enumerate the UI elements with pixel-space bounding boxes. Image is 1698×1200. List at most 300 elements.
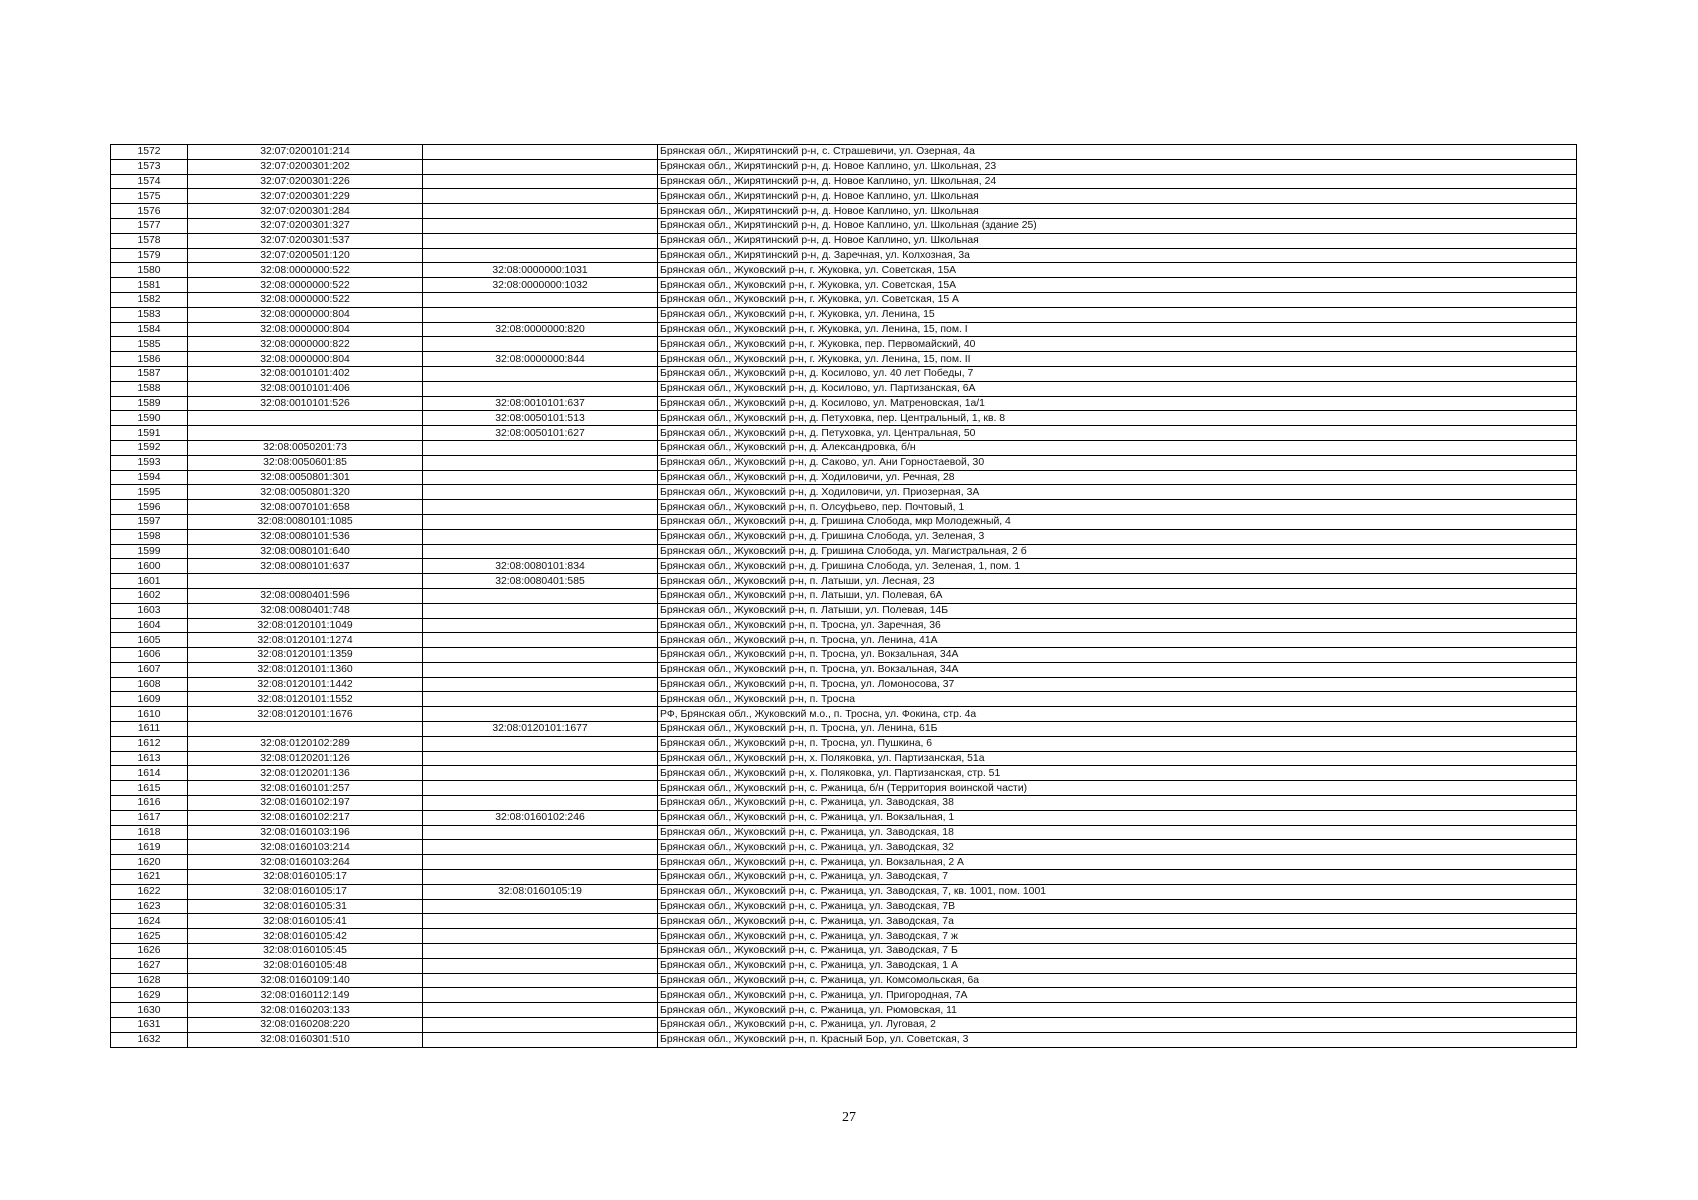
table-row: [111, 559, 1577, 574]
building-cadastral-number-cell: 32:08:0050101:513: [423, 411, 658, 426]
table-row: [111, 722, 1577, 737]
building-cadastral-number-cell: [423, 366, 658, 381]
land-cadastral-number-cell: 32:08:0000000:522: [188, 292, 423, 307]
building-cadastral-number-cell: [423, 707, 658, 722]
row-number-cell: 1625: [111, 929, 188, 944]
building-cadastral-number-cell: [423, 781, 658, 796]
address-cell: Брянская обл., Жуковский р-н, п. Латыши, ул. Полевая, 6А: [658, 588, 1577, 603]
building-cadastral-number-cell: 32:08:0000000:1032: [423, 278, 658, 293]
building-cadastral-number-cell: [423, 514, 658, 529]
building-cadastral-number-cell: [423, 204, 658, 219]
building-cadastral-number-cell: 32:08:0000000:1031: [423, 263, 658, 278]
address-cell: Брянская обл., Жирятинский р-н, д. Новое Каплино, ул. Школьная (здание 25): [658, 218, 1577, 233]
building-cadastral-number-cell: [423, 307, 658, 322]
table-row: [111, 736, 1577, 751]
address-cell: Брянская обл., Жирятинский р-н, с. Страшевичи, ул. Озерная, 4а: [658, 145, 1577, 160]
land-cadastral-number-cell: 32:08:0160301:510: [188, 1032, 423, 1047]
address-cell: Брянская обл., Жирятинский р-н, д. Новое Каплино, ул. Школьная: [658, 233, 1577, 248]
row-number-cell: 1622: [111, 884, 188, 899]
table-row: [111, 958, 1577, 973]
land-cadastral-number-cell: 32:08:0010101:402: [188, 366, 423, 381]
row-number-cell: 1585: [111, 337, 188, 352]
table-row: [111, 544, 1577, 559]
building-cadastral-number-cell: [423, 159, 658, 174]
building-cadastral-number-cell: [423, 929, 658, 944]
address-cell: Брянская обл., Жуковский р-н, д. Александровка, б/н: [658, 440, 1577, 455]
row-number-cell: 1627: [111, 958, 188, 973]
table-row: [111, 751, 1577, 766]
address-cell: Брянская обл., Жирятинский р-н, д. Новое Каплино, ул. Школьная: [658, 204, 1577, 219]
table-body: [111, 145, 1577, 1048]
land-cadastral-number-cell: 32:08:0120101:1676: [188, 707, 423, 722]
row-number-cell: 1607: [111, 662, 188, 677]
land-cadastral-number-cell: 32:08:0160112:149: [188, 988, 423, 1003]
table-row: [111, 174, 1577, 189]
row-number-cell: 1617: [111, 810, 188, 825]
table-row: [111, 914, 1577, 929]
row-number-cell: 1623: [111, 899, 188, 914]
table-row: [111, 204, 1577, 219]
land-cadastral-number-cell: 32:08:0160103:264: [188, 855, 423, 870]
table-row: [111, 307, 1577, 322]
address-cell: Брянская обл., Жуковский р-н, с. Ржаница, ул. Заводская, 7, кв. 1001, пом. 1001: [658, 884, 1577, 899]
row-number-cell: 1591: [111, 426, 188, 441]
table-row: [111, 603, 1577, 618]
land-cadastral-number-cell: [188, 574, 423, 589]
table-row: [111, 381, 1577, 396]
land-cadastral-number-cell: 32:08:0050201:73: [188, 440, 423, 455]
row-number-cell: 1602: [111, 588, 188, 603]
land-cadastral-number-cell: 32:08:0080401:596: [188, 588, 423, 603]
land-cadastral-number-cell: 32:07:0200301:229: [188, 189, 423, 204]
land-cadastral-number-cell: 32:08:0160105:17: [188, 884, 423, 899]
registry-table-container: [110, 144, 1577, 1048]
row-number-cell: 1598: [111, 529, 188, 544]
land-cadastral-number-cell: 32:08:0160105:31: [188, 899, 423, 914]
land-cadastral-number-cell: 32:08:0120101:1442: [188, 677, 423, 692]
address-cell: Брянская обл., Жуковский р-н, с. Ржаница, ул. Заводская, 1 А: [658, 958, 1577, 973]
row-number-cell: 1595: [111, 485, 188, 500]
row-number-cell: 1576: [111, 204, 188, 219]
building-cadastral-number-cell: [423, 500, 658, 515]
row-number-cell: 1584: [111, 322, 188, 337]
land-cadastral-number-cell: 32:08:0160103:214: [188, 840, 423, 855]
table-row: [111, 633, 1577, 648]
table-row: [111, 440, 1577, 455]
table-row: [111, 500, 1577, 515]
row-number-cell: 1629: [111, 988, 188, 1003]
row-number-cell: 1626: [111, 944, 188, 959]
table-row: [111, 810, 1577, 825]
table-row: [111, 411, 1577, 426]
address-cell: Брянская обл., Жуковский р-н, д. Петуховка, ул. Центральная, 50: [658, 426, 1577, 441]
building-cadastral-number-cell: [423, 189, 658, 204]
building-cadastral-number-cell: [423, 692, 658, 707]
address-cell: Брянская обл., Жуковский р-н, п. Латыши, ул. Лесная, 23: [658, 574, 1577, 589]
land-cadastral-number-cell: 32:08:0050801:320: [188, 485, 423, 500]
row-number-cell: 1612: [111, 736, 188, 751]
table-row: [111, 396, 1577, 411]
building-cadastral-number-cell: [423, 855, 658, 870]
address-cell: Брянская обл., Жуковский р-н, п. Тросна, ул. Вокзальная, 34А: [658, 662, 1577, 677]
address-cell: Брянская обл., Жуковский р-н, п. Тросна, ул. Ломоносова, 37: [658, 677, 1577, 692]
building-cadastral-number-cell: 32:08:0080401:585: [423, 574, 658, 589]
building-cadastral-number-cell: [423, 870, 658, 885]
building-cadastral-number-cell: [423, 988, 658, 1003]
land-cadastral-number-cell: [188, 722, 423, 737]
table-row: [111, 514, 1577, 529]
land-cadastral-number-cell: 32:07:0200501:120: [188, 248, 423, 263]
address-cell: Брянская обл., Жуковский р-н, с. Ржаница, ул. Заводская, 7 ж: [658, 929, 1577, 944]
building-cadastral-number-cell: [423, 840, 658, 855]
land-cadastral-number-cell: 32:08:0160208:220: [188, 1018, 423, 1033]
table-row: [111, 322, 1577, 337]
address-cell: Брянская обл., Жуковский р-н, д. Гришина Слобода, ул. Зеленая, 3: [658, 529, 1577, 544]
building-cadastral-number-cell: [423, 677, 658, 692]
address-cell: Брянская обл., Жуковский р-н, д. Ходиловичи, ул. Приозерная, 3А: [658, 485, 1577, 500]
row-number-cell: 1621: [111, 870, 188, 885]
land-cadastral-number-cell: 32:07:0200101:214: [188, 145, 423, 160]
table-row: [111, 988, 1577, 1003]
land-cadastral-number-cell: 32:08:0080401:748: [188, 603, 423, 618]
address-cell: Брянская обл., Жуковский р-н, д. Гришина Слобода, ул. Магистральная, 2 б: [658, 544, 1577, 559]
table-row: [111, 337, 1577, 352]
row-number-cell: 1610: [111, 707, 188, 722]
row-number-cell: 1619: [111, 840, 188, 855]
address-cell: Брянская обл., Жуковский р-н, г. Жуковка, ул. Ленина, 15, пом. I: [658, 322, 1577, 337]
address-cell: Брянская обл., Жуковский р-н, п. Тросна, ул. Пушкина, 6: [658, 736, 1577, 751]
address-cell: Брянская обл., Жуковский р-н, д. Саково, ул. Ани Горностаевой, 30: [658, 455, 1577, 470]
land-cadastral-number-cell: 32:08:0000000:804: [188, 352, 423, 367]
building-cadastral-number-cell: [423, 751, 658, 766]
land-cadastral-number-cell: 32:08:0120101:1552: [188, 692, 423, 707]
address-cell: Брянская обл., Жуковский р-н, п. Олсуфьево, пер. Почтовый, 1: [658, 500, 1577, 515]
building-cadastral-number-cell: [423, 899, 658, 914]
row-number-cell: 1611: [111, 722, 188, 737]
address-cell: Брянская обл., Жуковский р-н, с. Ржаница, ул. Вокзальная, 2 А: [658, 855, 1577, 870]
address-cell: Брянская обл., Жуковский р-н, г. Жуковка, ул. Советская, 15 А: [658, 292, 1577, 307]
table-row: [111, 884, 1577, 899]
building-cadastral-number-cell: [423, 1018, 658, 1033]
land-cadastral-number-cell: 32:08:0160105:48: [188, 958, 423, 973]
table-row: [111, 426, 1577, 441]
land-cadastral-number-cell: 32:08:0160109:140: [188, 973, 423, 988]
land-cadastral-number-cell: 32:08:0080101:640: [188, 544, 423, 559]
land-cadastral-number-cell: 32:08:0050601:85: [188, 455, 423, 470]
address-cell: Брянская обл., Жуковский р-н, д. Гришина Слобода, мкр Молодежный, 4: [658, 514, 1577, 529]
table-row: [111, 159, 1577, 174]
land-cadastral-number-cell: 32:08:0010101:526: [188, 396, 423, 411]
building-cadastral-number-cell: [423, 736, 658, 751]
land-cadastral-number-cell: 32:08:0070101:658: [188, 500, 423, 515]
row-number-cell: 1603: [111, 603, 188, 618]
address-cell: Брянская обл., Жуковский р-н, с. Ржаница, ул. Луговая, 2: [658, 1018, 1577, 1033]
registry-table: [110, 144, 1577, 1048]
table-row: [111, 1032, 1577, 1047]
land-cadastral-number-cell: 32:08:0000000:804: [188, 307, 423, 322]
address-cell: Брянская обл., Жуковский р-н, п. Тросна, ул. Заречная, 36: [658, 618, 1577, 633]
row-number-cell: 1605: [111, 633, 188, 648]
address-cell: Брянская обл., Жуковский р-н, с. Ржаница, ул. Комсомольская, 6а: [658, 973, 1577, 988]
building-cadastral-number-cell: 32:08:0000000:844: [423, 352, 658, 367]
table-row: [111, 707, 1577, 722]
land-cadastral-number-cell: 32:08:0000000:522: [188, 263, 423, 278]
building-cadastral-number-cell: [423, 1003, 658, 1018]
row-number-cell: 1615: [111, 781, 188, 796]
table-row: [111, 218, 1577, 233]
address-cell: Брянская обл., Жуковский р-н, п. Латыши, ул. Полевая, 14Б: [658, 603, 1577, 618]
address-cell: Брянская обл., Жуковский р-н, с. Ржаница, ул. Заводская, 7а: [658, 914, 1577, 929]
address-cell: Брянская обл., Жуковский р-н, с. Ржаница, ул. Вокзальная, 1: [658, 810, 1577, 825]
row-number-cell: 1582: [111, 292, 188, 307]
row-number-cell: 1599: [111, 544, 188, 559]
land-cadastral-number-cell: 32:07:0200301:226: [188, 174, 423, 189]
address-cell: Брянская обл., Жуковский р-н, п. Тросна, ул. Вокзальная, 34А: [658, 648, 1577, 663]
row-number-cell: 1574: [111, 174, 188, 189]
row-number-cell: 1579: [111, 248, 188, 263]
land-cadastral-number-cell: [188, 426, 423, 441]
building-cadastral-number-cell: [423, 1032, 658, 1047]
table-row: [111, 870, 1577, 885]
address-cell: Брянская обл., Жуковский р-н, п. Тросна, ул. Ленина, 61Б: [658, 722, 1577, 737]
table-row: [111, 692, 1577, 707]
land-cadastral-number-cell: 32:07:0200301:202: [188, 159, 423, 174]
row-number-cell: 1608: [111, 677, 188, 692]
building-cadastral-number-cell: [423, 248, 658, 263]
table-row: [111, 1018, 1577, 1033]
building-cadastral-number-cell: [423, 233, 658, 248]
address-cell: Брянская обл., Жуковский р-н, с. Ржаница, ул. Заводская, 18: [658, 825, 1577, 840]
land-cadastral-number-cell: 32:07:0200301:537: [188, 233, 423, 248]
table-row: [111, 278, 1577, 293]
land-cadastral-number-cell: 32:08:0160105:41: [188, 914, 423, 929]
address-cell: РФ, Брянская обл., Жуковский м.о., п. Тросна, ул. Фокина, стр. 4а: [658, 707, 1577, 722]
table-row: [111, 470, 1577, 485]
row-number-cell: 1632: [111, 1032, 188, 1047]
row-number-cell: 1630: [111, 1003, 188, 1018]
land-cadastral-number-cell: [188, 411, 423, 426]
table-row: [111, 248, 1577, 263]
address-cell: Брянская обл., Жуковский р-н, с. Ржаница, ул. Заводская, 38: [658, 796, 1577, 811]
land-cadastral-number-cell: 32:08:0120101:1274: [188, 633, 423, 648]
building-cadastral-number-cell: [423, 648, 658, 663]
address-cell: Брянская обл., Жуковский р-н, д. Петуховка, пер. Центральный, 1, кв. 8: [658, 411, 1577, 426]
land-cadastral-number-cell: 32:08:0160105:17: [188, 870, 423, 885]
row-number-cell: 1631: [111, 1018, 188, 1033]
land-cadastral-number-cell: 32:08:0160102:217: [188, 810, 423, 825]
row-number-cell: 1606: [111, 648, 188, 663]
address-cell: Брянская обл., Жуковский р-н, д. Косилово, ул. Матреновская, 1а/1: [658, 396, 1577, 411]
table-row: [111, 662, 1577, 677]
land-cadastral-number-cell: 32:08:0010101:406: [188, 381, 423, 396]
table-row: [111, 618, 1577, 633]
row-number-cell: 1604: [111, 618, 188, 633]
row-number-cell: 1589: [111, 396, 188, 411]
address-cell: Брянская обл., Жуковский р-н, п. Тросна, ул. Ленина, 41А: [658, 633, 1577, 648]
building-cadastral-number-cell: [423, 218, 658, 233]
building-cadastral-number-cell: [423, 544, 658, 559]
building-cadastral-number-cell: 32:08:0080101:834: [423, 559, 658, 574]
building-cadastral-number-cell: 32:08:0120101:1677: [423, 722, 658, 737]
address-cell: Брянская обл., Жуковский р-н, с. Ржаница, б/н (Территория воинской части): [658, 781, 1577, 796]
building-cadastral-number-cell: 32:08:0160105:19: [423, 884, 658, 899]
row-number-cell: 1613: [111, 751, 188, 766]
address-cell: Брянская обл., Жуковский р-н, с. Ржаница, ул. Рюмовская, 11: [658, 1003, 1577, 1018]
land-cadastral-number-cell: 32:08:0080101:536: [188, 529, 423, 544]
table-row: [111, 929, 1577, 944]
address-cell: Брянская обл., Жуковский р-н, д. Ходиловичи, ул. Речная, 28: [658, 470, 1577, 485]
land-cadastral-number-cell: 32:08:0080101:1085: [188, 514, 423, 529]
land-cadastral-number-cell: 32:08:0120101:1360: [188, 662, 423, 677]
land-cadastral-number-cell: 32:08:0000000:522: [188, 278, 423, 293]
row-number-cell: 1609: [111, 692, 188, 707]
page-number: 27: [842, 1110, 856, 1125]
building-cadastral-number-cell: [423, 145, 658, 160]
land-cadastral-number-cell: 32:08:0160103:196: [188, 825, 423, 840]
table-row: [111, 485, 1577, 500]
address-cell: Брянская обл., Жуковский р-н, п. Красный Бор, ул. Советская, 3: [658, 1032, 1577, 1047]
address-cell: Брянская обл., Жирятинский р-н, д. Новое Каплино, ул. Школьная, 23: [658, 159, 1577, 174]
address-cell: Брянская обл., Жирятинский р-н, д. Заречная, ул. Колхозная, 3а: [658, 248, 1577, 263]
building-cadastral-number-cell: [423, 381, 658, 396]
land-cadastral-number-cell: 32:08:0120101:1359: [188, 648, 423, 663]
building-cadastral-number-cell: 32:08:0000000:820: [423, 322, 658, 337]
land-cadastral-number-cell: 32:08:0160102:197: [188, 796, 423, 811]
address-cell: Брянская обл., Жуковский р-н, г. Жуковка, пер. Первомайский, 40: [658, 337, 1577, 352]
row-number-cell: 1577: [111, 218, 188, 233]
row-number-cell: 1620: [111, 855, 188, 870]
address-cell: Брянская обл., Жуковский р-н, д. Косилово, ул. 40 лет Победы, 7: [658, 366, 1577, 381]
row-number-cell: 1578: [111, 233, 188, 248]
row-number-cell: 1594: [111, 470, 188, 485]
table-row: [111, 973, 1577, 988]
row-number-cell: 1586: [111, 352, 188, 367]
building-cadastral-number-cell: [423, 633, 658, 648]
address-cell: Брянская обл., Жуковский р-н, г. Жуковка, ул. Советская, 15А: [658, 278, 1577, 293]
land-cadastral-number-cell: 32:08:0160105:45: [188, 944, 423, 959]
building-cadastral-number-cell: [423, 588, 658, 603]
address-cell: Брянская обл., Жуковский р-н, г. Жуковка, ул. Ленина, 15, пом. II: [658, 352, 1577, 367]
building-cadastral-number-cell: [423, 825, 658, 840]
row-number-cell: 1596: [111, 500, 188, 515]
row-number-cell: 1588: [111, 381, 188, 396]
row-number-cell: 1597: [111, 514, 188, 529]
building-cadastral-number-cell: [423, 455, 658, 470]
building-cadastral-number-cell: 32:08:0050101:627: [423, 426, 658, 441]
table-row: [111, 574, 1577, 589]
table-row: [111, 233, 1577, 248]
table-row: [111, 263, 1577, 278]
building-cadastral-number-cell: [423, 973, 658, 988]
address-cell: Брянская обл., Жирятинский р-н, д. Новое Каплино, ул. Школьная: [658, 189, 1577, 204]
row-number-cell: 1614: [111, 766, 188, 781]
land-cadastral-number-cell: 32:08:0160101:257: [188, 781, 423, 796]
row-number-cell: 1601: [111, 574, 188, 589]
building-cadastral-number-cell: [423, 796, 658, 811]
land-cadastral-number-cell: 32:08:0000000:822: [188, 337, 423, 352]
row-number-cell: 1583: [111, 307, 188, 322]
table-row: [111, 677, 1577, 692]
row-number-cell: 1624: [111, 914, 188, 929]
address-cell: Брянская обл., Жуковский р-н, с. Ржаница, ул. Заводская, 7 Б: [658, 944, 1577, 959]
building-cadastral-number-cell: [423, 292, 658, 307]
building-cadastral-number-cell: 32:08:0010101:637: [423, 396, 658, 411]
land-cadastral-number-cell: 32:07:0200301:284: [188, 204, 423, 219]
table-row: [111, 189, 1577, 204]
row-number-cell: 1572: [111, 145, 188, 160]
row-number-cell: 1592: [111, 440, 188, 455]
table-row: [111, 648, 1577, 663]
building-cadastral-number-cell: [423, 958, 658, 973]
table-row: [111, 855, 1577, 870]
address-cell: Брянская обл., Жуковский р-н, г. Жуковка, ул. Ленина, 15: [658, 307, 1577, 322]
table-row: [111, 352, 1577, 367]
building-cadastral-number-cell: [423, 618, 658, 633]
address-cell: Брянская обл., Жуковский р-н, д. Косилово, ул. Партизанская, 6А: [658, 381, 1577, 396]
building-cadastral-number-cell: [423, 529, 658, 544]
building-cadastral-number-cell: [423, 662, 658, 677]
building-cadastral-number-cell: [423, 603, 658, 618]
row-number-cell: 1600: [111, 559, 188, 574]
table-row: [111, 781, 1577, 796]
table-row: [111, 899, 1577, 914]
row-number-cell: 1573: [111, 159, 188, 174]
table-row: [111, 366, 1577, 381]
building-cadastral-number-cell: [423, 440, 658, 455]
address-cell: Брянская обл., Жуковский р-н, х. Поляковка, ул. Партизанская, стр. 51: [658, 766, 1577, 781]
building-cadastral-number-cell: 32:08:0160102:246: [423, 810, 658, 825]
table-row: [111, 455, 1577, 470]
row-number-cell: 1618: [111, 825, 188, 840]
address-cell: Брянская обл., Жуковский р-н, с. Ржаница, ул. Заводская, 32: [658, 840, 1577, 855]
building-cadastral-number-cell: [423, 914, 658, 929]
row-number-cell: 1628: [111, 973, 188, 988]
table-row: [111, 292, 1577, 307]
address-cell: Брянская обл., Жуковский р-н, д. Гришина Слобода, ул. Зеленая, 1, пом. 1: [658, 559, 1577, 574]
table-row: [111, 840, 1577, 855]
row-number-cell: 1575: [111, 189, 188, 204]
table-row: [111, 766, 1577, 781]
building-cadastral-number-cell: [423, 470, 658, 485]
land-cadastral-number-cell: 32:08:0120101:1049: [188, 618, 423, 633]
table-row: [111, 529, 1577, 544]
land-cadastral-number-cell: 32:08:0120201:136: [188, 766, 423, 781]
row-number-cell: 1593: [111, 455, 188, 470]
address-cell: Брянская обл., Жуковский р-н, с. Ржаница, ул. Заводская, 7: [658, 870, 1577, 885]
address-cell: Брянская обл., Жирятинский р-н, д. Новое Каплино, ул. Школьная, 24: [658, 174, 1577, 189]
row-number-cell: 1590: [111, 411, 188, 426]
table-row: [111, 1003, 1577, 1018]
row-number-cell: 1587: [111, 366, 188, 381]
land-cadastral-number-cell: 32:08:0080101:637: [188, 559, 423, 574]
land-cadastral-number-cell: 32:08:0160203:133: [188, 1003, 423, 1018]
building-cadastral-number-cell: [423, 944, 658, 959]
building-cadastral-number-cell: [423, 766, 658, 781]
table-row: [111, 825, 1577, 840]
land-cadastral-number-cell: 32:08:0120102:289: [188, 736, 423, 751]
land-cadastral-number-cell: 32:08:0120201:126: [188, 751, 423, 766]
land-cadastral-number-cell: 32:08:0160105:42: [188, 929, 423, 944]
land-cadastral-number-cell: 32:08:0050801:301: [188, 470, 423, 485]
building-cadastral-number-cell: [423, 174, 658, 189]
table-row: [111, 588, 1577, 603]
address-cell: Брянская обл., Жуковский р-н, г. Жуковка, ул. Советская, 15А: [658, 263, 1577, 278]
building-cadastral-number-cell: [423, 485, 658, 500]
table-row: [111, 796, 1577, 811]
land-cadastral-number-cell: 32:07:0200301:327: [188, 218, 423, 233]
building-cadastral-number-cell: [423, 337, 658, 352]
table-row: [111, 145, 1577, 160]
